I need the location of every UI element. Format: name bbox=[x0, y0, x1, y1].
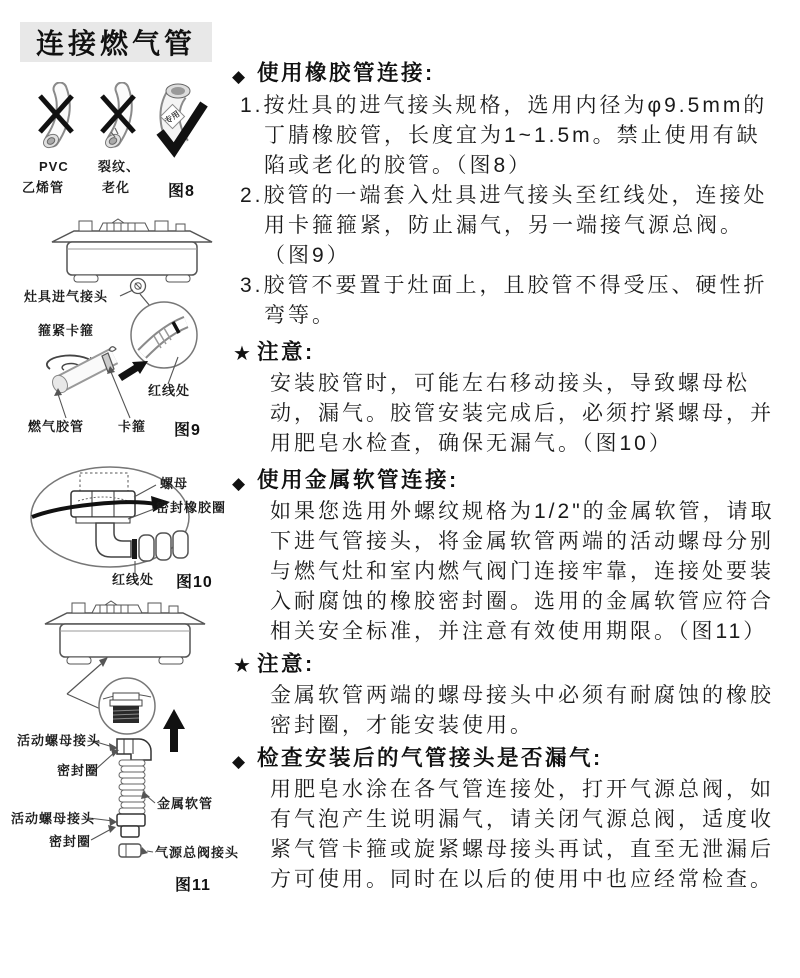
diamond-bullet-icon: ◆ bbox=[232, 67, 248, 86]
fig8-label-crack-line2: 老化 bbox=[102, 180, 131, 195]
section-heading-rubber-hose bbox=[232, 58, 776, 88]
leak-check-body: 用肥皂水涂在各气管连接处，打开气源总阀，如有气泡产生说明漏气，请关闭气源总阀，适度收紧气管卡箍或旋紧螺母接头再试，直至无泄漏后方可使用。同时在以后的使用中也应经常检查。 bbox=[270, 778, 774, 891]
figures-column bbox=[0, 0, 240, 978]
figure-11 bbox=[5, 598, 240, 898]
note-heading-rubber bbox=[232, 337, 776, 367]
fig11-label-metal-hose: 金属软管 bbox=[157, 796, 214, 811]
page-title-text: 连接燃气管 bbox=[35, 28, 196, 59]
fig9-label-redline: 红线处 bbox=[148, 383, 191, 398]
section-heading-text: 使用金属软管连接: bbox=[257, 468, 459, 492]
step-item: 3.胶管不要置于灶面上，且胶管不得受压、硬性折弯等。 bbox=[240, 274, 768, 327]
step-item: 2.胶管的一端套入灶具进气接头至红线处，连接处用卡箍箍紧，防止漏气，另一端接气源总阀。（图9） bbox=[240, 184, 768, 267]
instructions-column bbox=[230, 0, 796, 895]
fig9-label-hose: 燃气胶管 bbox=[28, 419, 85, 434]
figure-10 bbox=[8, 455, 232, 593]
section-heading-text: 检查安装后的气管接头是否漏气: bbox=[257, 746, 603, 770]
fig11-label-seal-bottom: 密封圈 bbox=[49, 834, 92, 849]
fig8-label-pvc-line2: 乙烯管 bbox=[22, 180, 65, 195]
diamond-bullet-icon: ◆ bbox=[232, 474, 248, 493]
metal-hose-body: 如果您选用外螺纹规格为1/2"的金属软管，请取下进气管接头，将金属软管两端的活动螺母分别与燃气灶和室内燃气阀门连接牢靠，连接处要装入耐腐蚀的橡胶密封圈。选用的金属软管应符合相关安全标准，并注意有效使用期限。（图11） bbox=[270, 500, 775, 643]
fig10-label-nut: 螺母 bbox=[160, 476, 189, 491]
magnifier-circle bbox=[99, 678, 155, 734]
note-heading-text: 注意: bbox=[257, 340, 315, 364]
note-rubber-body: 安装胶管时，可能左右移动接头，导致螺母松动，漏气。胶管安装完成后，必须拧紧螺母，并用肥皂水检查，确保无漏气。（图10） bbox=[270, 372, 774, 455]
up-arrow-icon bbox=[163, 709, 185, 752]
fig10-label-seal: 密封橡胶圈 bbox=[156, 500, 227, 515]
fig10-label-redline: 红线处 bbox=[112, 572, 155, 587]
stove-drawing bbox=[52, 219, 212, 282]
nut-drawing bbox=[71, 473, 135, 523]
rubber-hose-steps bbox=[232, 91, 776, 331]
fig11-label-valve-joint: 气源总阀接头 bbox=[155, 845, 240, 860]
bottom-nut-drawing bbox=[117, 814, 145, 837]
note-heading-text: 注意: bbox=[257, 652, 315, 676]
fig9-label-inlet: 灶具进气接头 bbox=[24, 289, 109, 304]
diamond-bullet-icon: ◆ bbox=[232, 752, 248, 771]
fig9-label-tighten: 箍紧卡箍 bbox=[38, 323, 95, 338]
page-title bbox=[20, 22, 212, 62]
step-item: 1.按灶具的进气接头规格，选用内径为φ9.5mm的丁腈橡胶管，长度宜为1~1.5m。禁止使用有缺陷或老化的胶管。（图8） bbox=[240, 94, 768, 177]
hose-drawing bbox=[50, 347, 116, 396]
figure-8 bbox=[14, 82, 224, 204]
dedicated-hose-tag: 专用 bbox=[163, 109, 182, 126]
figure-8-diagram bbox=[14, 82, 218, 158]
fig9-caption: 图9 bbox=[174, 422, 201, 439]
fig10-caption: 图10 bbox=[176, 574, 213, 591]
magnifier-circle bbox=[131, 302, 197, 368]
fig11-caption: 图11 bbox=[175, 877, 211, 894]
note-heading-metal bbox=[232, 649, 776, 679]
fig11-label-seal-top: 密封圈 bbox=[57, 763, 100, 778]
fig9-label-clamp: 卡箍 bbox=[118, 419, 147, 434]
metal-hose-drawing bbox=[119, 760, 145, 814]
section-heading-metal-hose bbox=[232, 465, 776, 495]
star-bullet-icon: ★ bbox=[233, 343, 254, 365]
black-arrow-icon bbox=[118, 361, 148, 381]
stove-drawing bbox=[45, 601, 205, 664]
fig11-label-nut-joint-top: 活动螺母接头 bbox=[17, 733, 102, 748]
top-nut-drawing bbox=[117, 739, 151, 760]
fig8-label-crack-line1: 裂纹、 bbox=[98, 159, 141, 174]
valve-connector-drawing bbox=[119, 844, 141, 857]
section-heading-text: 使用橡胶管连接: bbox=[257, 61, 435, 85]
fig8-caption: 图8 bbox=[168, 183, 195, 200]
section-heading-leak-check bbox=[232, 743, 776, 773]
inlet-connector-drawing bbox=[131, 279, 146, 294]
fig11-label-nut-joint-bottom: 活动螺母接头 bbox=[11, 811, 96, 826]
note-metal-body: 金属软管两端的螺母接头中必须有耐腐蚀的橡胶密封圈，才能安装使用。 bbox=[270, 684, 774, 737]
fig8-label-pvc-line1: PVC bbox=[39, 159, 69, 174]
figure-9 bbox=[8, 212, 224, 448]
elbow-fitting-drawing bbox=[96, 523, 188, 561]
star-bullet-icon: ★ bbox=[233, 655, 254, 677]
